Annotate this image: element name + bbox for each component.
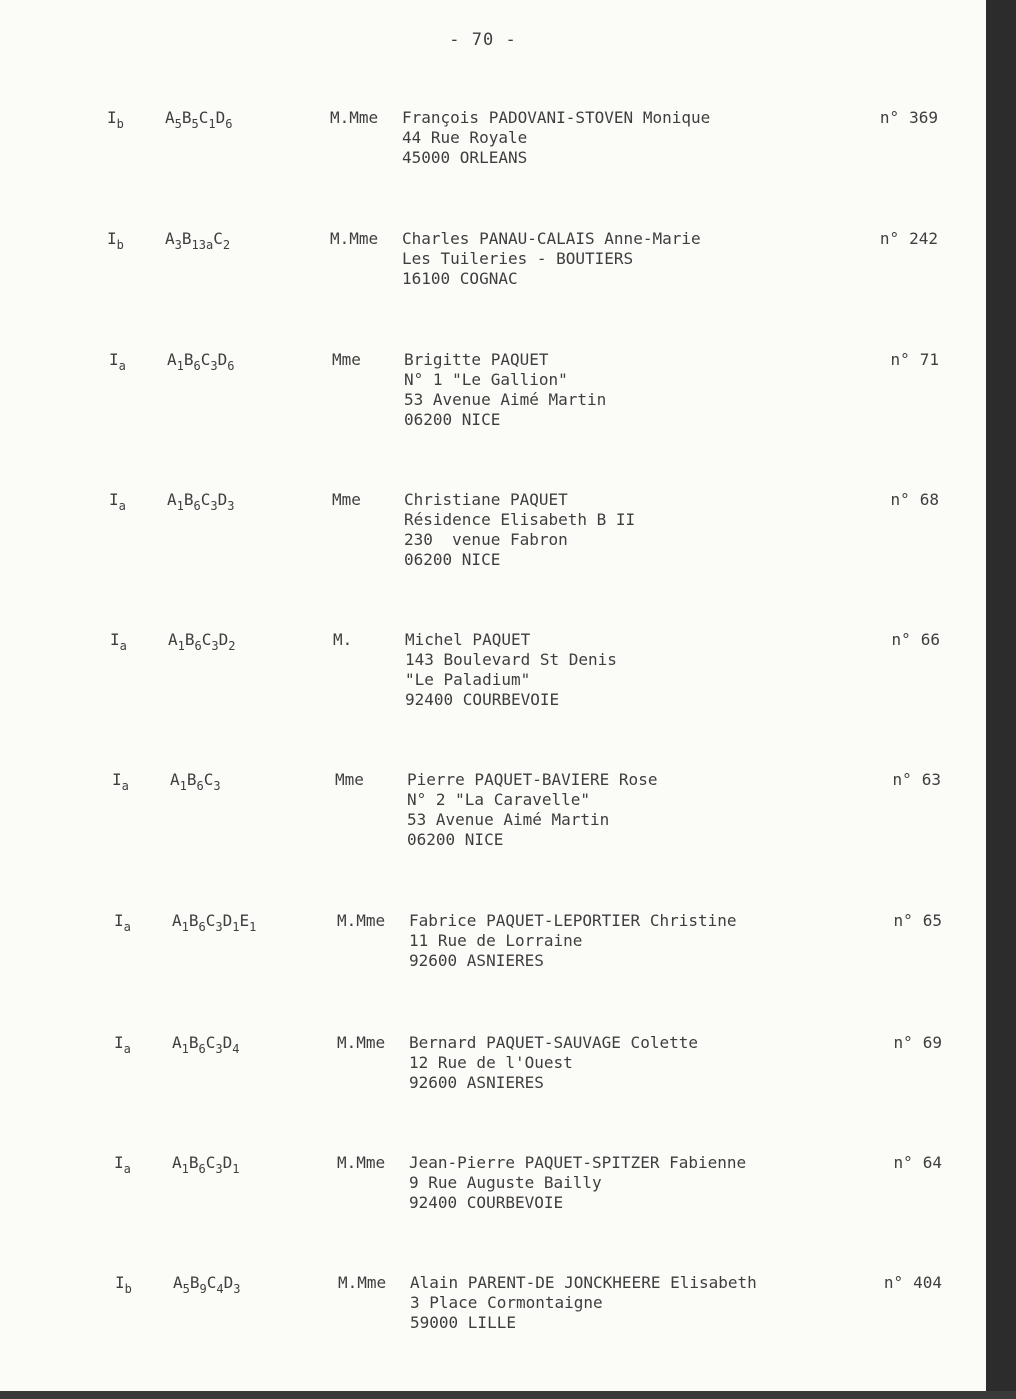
person-name: Jean-Pierre PAQUET-SPITZER Fabienne — [409, 1153, 747, 1172]
person-name: Pierre PAQUET-BAVIERE Rose — [407, 770, 658, 789]
ref-label: n° — [890, 490, 910, 509]
code-subscript: 3 — [174, 238, 182, 252]
address-line: 06200 NICE — [404, 410, 501, 429]
ref-label: n° — [890, 350, 910, 369]
civility: M.Mme — [338, 1273, 387, 1292]
person-name: Charles PANAU-CALAIS Anne-Marie — [402, 229, 701, 248]
code-letter: B — [188, 1153, 199, 1172]
code-letter: C — [206, 1273, 217, 1292]
directory-entry — [0, 1033, 980, 1133]
reference-number — [874, 1273, 942, 1293]
genealogy-code — [172, 911, 256, 937]
reference-number — [883, 911, 942, 931]
code-subscript: 6 — [194, 639, 202, 653]
code-letter: C — [205, 1153, 216, 1172]
code-subscript: 1 — [181, 920, 189, 934]
directory-entry — [0, 630, 980, 730]
code-subscript: 3 — [211, 639, 219, 653]
class-letter: I — [114, 911, 124, 930]
code-subscript: 1 — [232, 1162, 240, 1176]
class-code — [114, 1153, 131, 1179]
reference-number — [882, 770, 941, 790]
address-line: 12 Rue de l'Ouest — [409, 1053, 573, 1072]
code-letter: E — [239, 911, 250, 930]
code-subscript: 1 — [249, 920, 257, 934]
code-subscript: 6 — [198, 920, 206, 934]
ref-label: n° — [891, 630, 911, 649]
code-subscript: 2 — [228, 639, 236, 653]
code-subscript: 3 — [227, 499, 235, 513]
address-block — [409, 1153, 746, 1213]
code-subscript: 1 — [179, 779, 187, 793]
class-subscript: a — [118, 359, 126, 373]
code-letter: C — [203, 770, 214, 789]
class-letter: I — [107, 229, 117, 248]
class-code — [114, 911, 131, 937]
class-letter: I — [107, 108, 117, 127]
class-letter: I — [110, 630, 120, 649]
code-subscript: 1 — [208, 117, 216, 131]
ref-label: n° — [892, 770, 912, 789]
ref-label: n° — [893, 1033, 913, 1052]
civility: M.Mme — [330, 108, 379, 127]
address-line: 143 Boulevard St Denis — [405, 650, 617, 669]
genealogy-code — [168, 630, 236, 656]
code-subscript: 5 — [191, 117, 199, 131]
address-line: 16100 COGNAC — [402, 269, 518, 288]
directory-entry — [0, 490, 980, 590]
class-code — [110, 630, 127, 656]
code-subscript: 1 — [181, 1042, 189, 1056]
class-letter: I — [115, 1273, 125, 1292]
reference-number — [870, 108, 938, 128]
code-subscript: 13a — [191, 238, 214, 252]
class-subscript: b — [116, 117, 124, 131]
class-code — [109, 490, 126, 516]
civility: Mme — [332, 350, 361, 369]
address-line: 06200 NICE — [407, 830, 504, 849]
code-letter: D — [215, 108, 226, 127]
ref-value: 66 — [920, 630, 940, 649]
page-number: - 70 - — [449, 30, 517, 50]
code-subscript: 6 — [198, 1042, 206, 1056]
code-letter: D — [218, 630, 229, 649]
code-subscript: 6 — [225, 117, 233, 131]
ref-value: 369 — [909, 108, 938, 127]
code-subscript: 4 — [232, 1042, 240, 1056]
code-subscript: 1 — [181, 1162, 189, 1176]
code-letter: A — [172, 911, 182, 930]
code-subscript: 3 — [210, 359, 218, 373]
class-code — [109, 350, 126, 376]
directory-entry — [0, 770, 980, 870]
ref-value: 404 — [913, 1273, 942, 1292]
code-letter: A — [173, 1273, 183, 1292]
code-subscript: 1 — [176, 499, 184, 513]
ref-value: 242 — [909, 229, 938, 248]
ref-label: n° — [879, 229, 900, 248]
ref-value: 65 — [922, 911, 942, 930]
address-line: 53 Avenue Aimé Martin — [404, 390, 607, 409]
code-letter: B — [183, 490, 194, 509]
ref-value: 64 — [922, 1153, 942, 1172]
civility: Mme — [335, 770, 364, 789]
class-subscript: a — [123, 1042, 131, 1056]
address-line: 92400 COURBEVOIE — [409, 1193, 564, 1212]
directory-entry — [0, 1273, 980, 1373]
class-subscript: a — [121, 779, 129, 793]
genealogy-code — [170, 770, 221, 796]
ref-value: 69 — [922, 1033, 942, 1052]
code-subscript: 1 — [177, 639, 185, 653]
code-subscript: 2 — [222, 238, 231, 252]
code-letter: C — [200, 350, 211, 369]
code-subscript: 3 — [213, 779, 221, 793]
ref-label: n° — [893, 911, 913, 930]
address-line: N° 1 "Le Gallion" — [404, 370, 568, 389]
person-name: François PADOVANI-STOVEN Monique — [402, 108, 711, 127]
code-letter: D — [217, 350, 228, 369]
code-subscript: 6 — [196, 779, 204, 793]
civility: M.Mme — [337, 911, 386, 930]
code-letter: A — [170, 770, 180, 789]
civility: M.Mme — [330, 229, 379, 248]
person-name: Bernard PAQUET-SAUVAGE Colette — [409, 1033, 698, 1052]
address-line: 92600 ASNIERES — [409, 1073, 544, 1092]
genealogy-code — [167, 490, 235, 516]
address-block — [402, 229, 701, 289]
code-letter: B — [183, 350, 194, 369]
address-line: 92400 COURBEVOIE — [405, 690, 560, 709]
reference-number — [881, 630, 940, 650]
code-letter: B — [184, 630, 195, 649]
code-letter: D — [223, 1273, 234, 1292]
code-letter: A — [167, 350, 177, 369]
address-block — [402, 108, 710, 168]
class-letter: I — [114, 1153, 124, 1172]
address-block — [407, 770, 657, 850]
address-block — [409, 1033, 698, 1093]
code-letter: B — [181, 108, 192, 127]
class-subscript: a — [119, 639, 127, 653]
code-letter: C — [198, 108, 209, 127]
code-letter: A — [172, 1033, 182, 1052]
code-letter: C — [205, 911, 216, 930]
code-subscript: 3 — [215, 920, 223, 934]
code-letter: A — [165, 108, 175, 127]
class-code — [112, 770, 129, 796]
code-letter: D — [217, 490, 228, 509]
code-subscript: 1 — [176, 359, 184, 373]
address-line: 11 Rue de Lorraine — [409, 931, 583, 950]
address-line: 53 Avenue Aimé Martin — [407, 810, 610, 829]
directory-entry — [0, 108, 980, 208]
genealogy-code — [172, 1033, 240, 1059]
code-subscript: 1 — [232, 920, 240, 934]
class-subscript: a — [118, 499, 126, 513]
code-letter: D — [222, 911, 233, 930]
address-line: "Le Paladium" — [405, 670, 531, 689]
genealogy-code — [167, 350, 235, 376]
address-line: 230 venue Fabron — [404, 530, 568, 549]
code-letter: B — [189, 1273, 200, 1292]
code-letter: A — [167, 490, 177, 509]
person-name: Christiane PAQUET — [404, 490, 568, 509]
code-subscript: 5 — [182, 1282, 190, 1296]
code-subscript: 6 — [198, 1162, 206, 1176]
code-letter: C — [201, 630, 212, 649]
code-subscript: 3 — [215, 1042, 223, 1056]
reference-number — [880, 350, 939, 370]
code-subscript: 3 — [210, 499, 218, 513]
code-letter: B — [186, 770, 197, 789]
class-subscript: b — [124, 1282, 132, 1296]
class-letter: I — [114, 1033, 124, 1052]
address-block — [404, 490, 635, 570]
code-letter: A — [172, 1153, 182, 1172]
ref-label: n° — [883, 1273, 904, 1292]
civility: M.Mme — [337, 1033, 386, 1052]
address-block — [410, 1273, 757, 1333]
code-subscript: 9 — [199, 1282, 207, 1296]
civility: M. — [333, 630, 353, 649]
directory-entry — [0, 1153, 980, 1253]
genealogy-code — [165, 229, 230, 255]
class-code — [107, 229, 124, 255]
reference-number — [880, 490, 939, 510]
address-line: 44 Rue Royale — [402, 128, 528, 147]
code-letter: C — [200, 490, 211, 509]
class-code — [107, 108, 124, 134]
genealogy-code — [173, 1273, 241, 1299]
code-subscript: 6 — [227, 359, 235, 373]
reference-number — [870, 229, 938, 249]
class-letter: I — [109, 490, 119, 509]
code-subscript: 3 — [215, 1162, 223, 1176]
code-subscript: 4 — [216, 1282, 224, 1296]
class-subscript: a — [123, 920, 131, 934]
reference-number — [883, 1033, 942, 1053]
code-letter: B — [188, 911, 199, 930]
ref-value: 63 — [921, 770, 941, 789]
class-letter: I — [109, 350, 119, 369]
page-edge-shadow — [986, 0, 1016, 1399]
directory-entry — [0, 229, 980, 329]
civility: M.Mme — [337, 1153, 386, 1172]
code-subscript: 6 — [193, 499, 201, 513]
class-subscript: a — [123, 1162, 131, 1176]
address-line: Les Tuileries - BOUTIERS — [402, 249, 634, 268]
reference-number — [883, 1153, 942, 1173]
code-letter: C — [213, 229, 223, 248]
code-letter: A — [165, 229, 175, 248]
civility: Mme — [332, 490, 361, 509]
address-block — [405, 630, 617, 710]
code-subscript: 6 — [193, 359, 201, 373]
directory-entry — [0, 911, 980, 1011]
person-name: Fabrice PAQUET-LEPORTIER Christine — [409, 911, 737, 930]
code-letter: B — [188, 1033, 199, 1052]
code-subscript: 3 — [233, 1282, 241, 1296]
person-name: Brigitte PAQUET — [404, 350, 549, 369]
address-line: Résidence Elisabeth B II — [404, 510, 636, 529]
ref-value: 68 — [919, 490, 939, 509]
address-block — [409, 911, 737, 971]
address-line: 9 Rue Auguste Bailly — [409, 1173, 602, 1192]
code-subscript: 5 — [174, 117, 182, 131]
address-line: 92600 ASNIERES — [409, 951, 544, 970]
address-block — [404, 350, 606, 430]
address-line: 06200 NICE — [404, 550, 501, 569]
code-letter: A — [168, 630, 178, 649]
address-line: 59000 LILLE — [410, 1313, 516, 1332]
class-code — [114, 1033, 131, 1059]
code-letter: B — [181, 229, 192, 248]
class-code — [115, 1273, 132, 1299]
code-letter: D — [222, 1153, 233, 1172]
ref-label: n° — [893, 1153, 913, 1172]
class-subscript: b — [116, 238, 124, 252]
person-name: Alain PARENT-DE JONCKHEERE Elisabeth — [410, 1273, 757, 1292]
address-line: 45000 ORLEANS — [402, 148, 528, 167]
page-bottom-shadow — [0, 1391, 1016, 1399]
class-letter: I — [112, 770, 122, 789]
ref-label: n° — [879, 108, 900, 127]
code-letter: D — [222, 1033, 233, 1052]
address-line: N° 2 "La Caravelle" — [407, 790, 591, 809]
ref-value: 71 — [919, 350, 939, 369]
directory-entry — [0, 350, 980, 450]
genealogy-code — [165, 108, 233, 134]
code-letter: C — [205, 1033, 216, 1052]
person-name: Michel PAQUET — [405, 630, 531, 649]
genealogy-code — [172, 1153, 240, 1179]
address-line: 3 Place Cormontaigne — [410, 1293, 603, 1312]
